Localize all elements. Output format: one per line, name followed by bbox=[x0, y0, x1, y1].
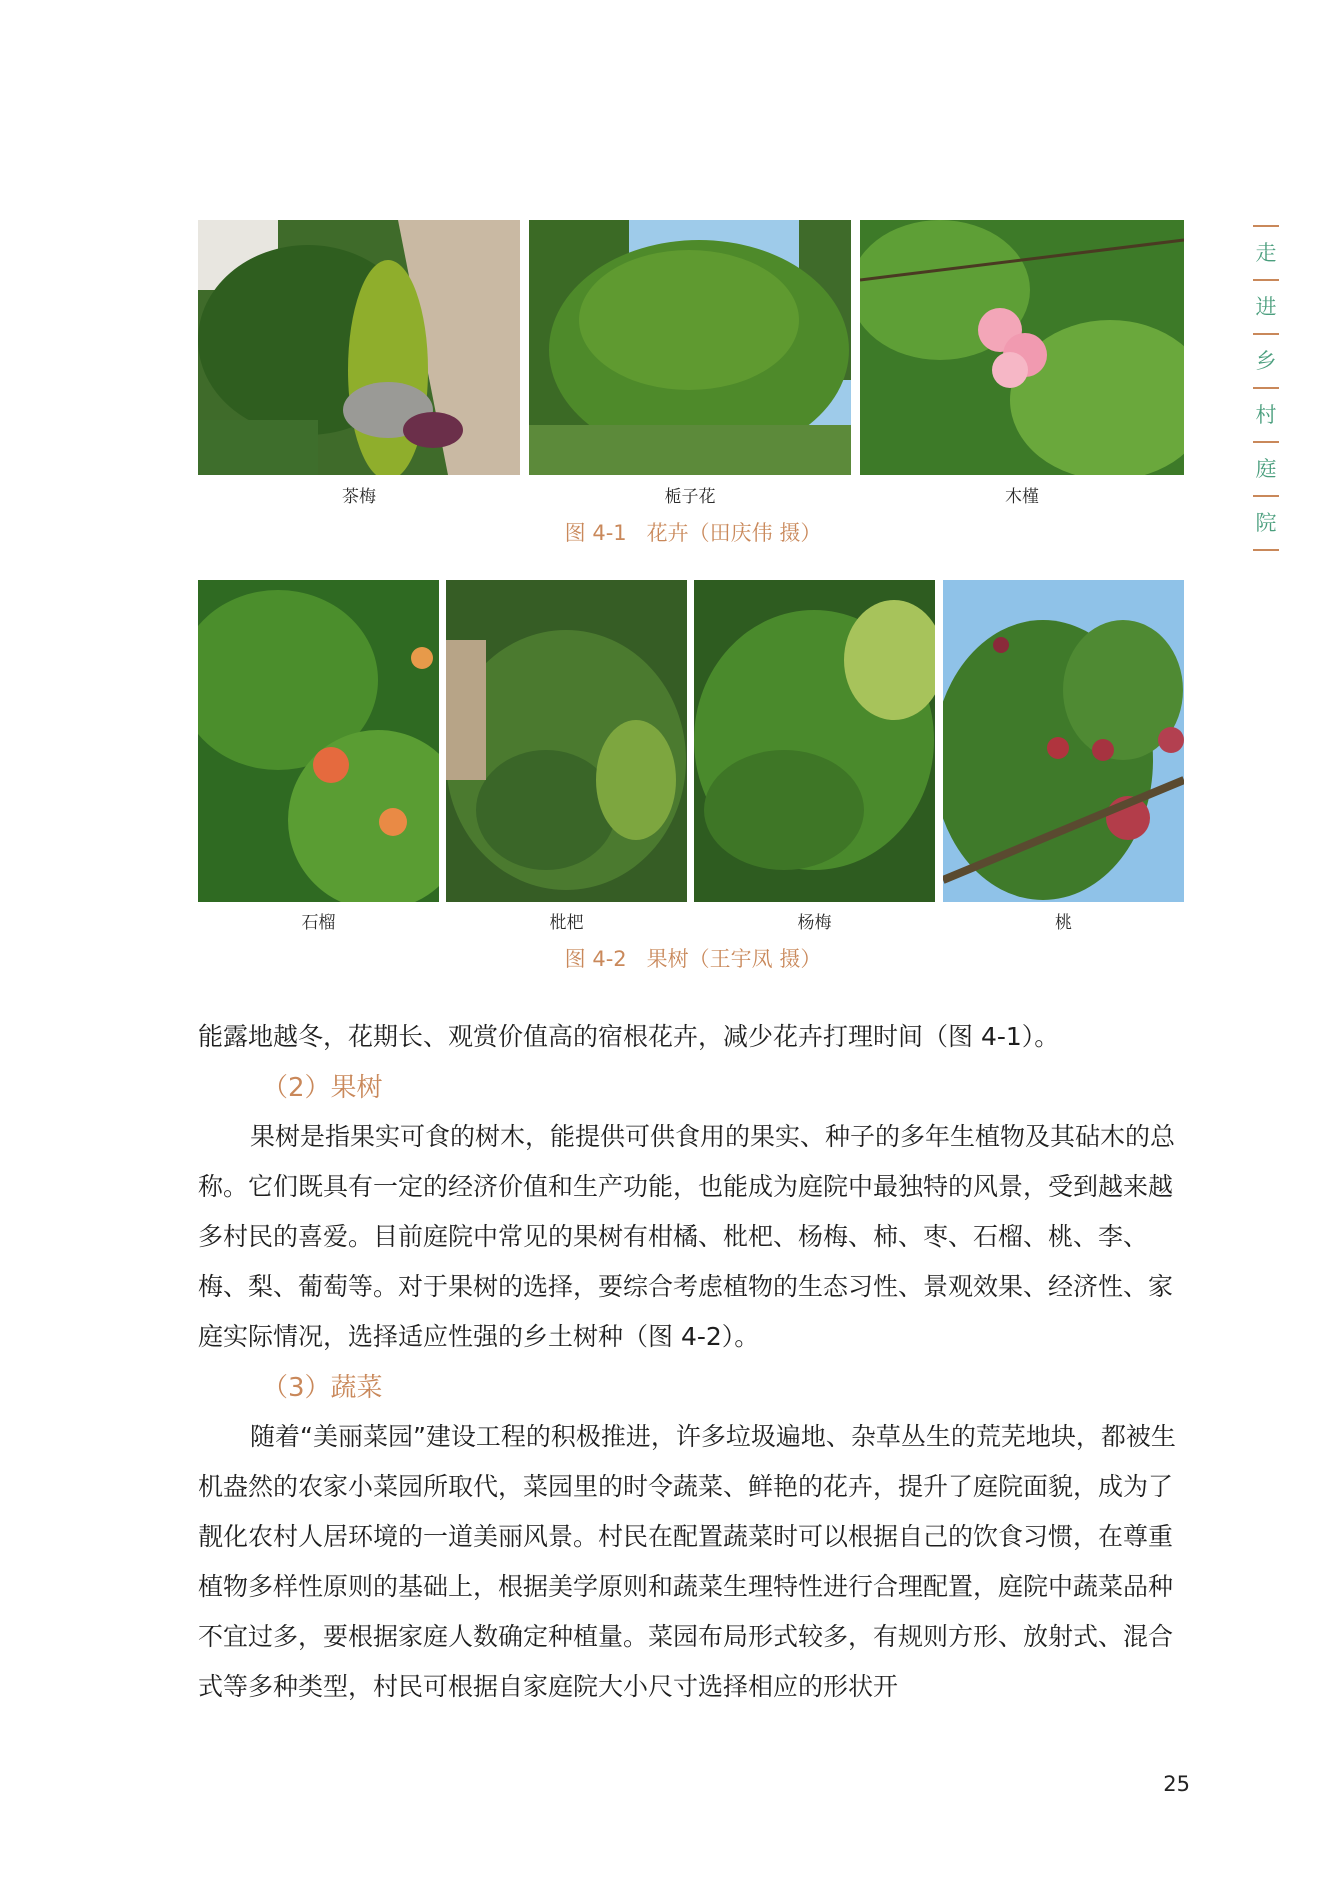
photo-camellia bbox=[198, 220, 520, 475]
divider bbox=[1253, 333, 1279, 335]
photo-gardenia bbox=[529, 220, 851, 475]
paragraph-text: 果树是指果实可食的树木，能提供可供食用的果实、种子的多年生植物及其砧木的总称。它们既具有一定的经济价值和生产功能，也能成为庭院中最独特的风景，受到越来越多村民的喜爱。目前庭院中常见的果树有柑橘、枇杷、杨梅、柿、枣、石榴、桃、李、梅、梨、葡萄等。对于果树的选择，要综合考虑植物的生态习性、景观效果、经济性、家庭实际情况，选择适应性强的乡土树种（图 4-2）。 bbox=[198, 1122, 1176, 1351]
photo-label: 栀子花 bbox=[664, 487, 716, 507]
nav-char: 乡 bbox=[1255, 349, 1277, 373]
section-heading: （2）果树 bbox=[262, 1073, 383, 1103]
photo-hibiscus bbox=[860, 220, 1184, 475]
photo-label: 木槿 bbox=[1005, 487, 1039, 507]
divider bbox=[1253, 549, 1279, 551]
paragraph bbox=[198, 1412, 1188, 1712]
divider bbox=[1253, 495, 1279, 497]
paragraph bbox=[198, 1112, 1188, 1362]
nav-char: 院 bbox=[1255, 511, 1277, 535]
figure-number: 图 4-2 bbox=[564, 947, 627, 971]
nav-char: 进 bbox=[1255, 295, 1277, 319]
divider bbox=[1253, 387, 1279, 389]
photo-label: 杨梅 bbox=[797, 913, 832, 933]
photo-label: 桃 bbox=[1055, 913, 1072, 933]
photo-peach bbox=[943, 580, 1184, 902]
divider bbox=[1253, 279, 1279, 281]
figure-caption bbox=[198, 517, 1188, 547]
nav-char: 庭 bbox=[1255, 457, 1277, 481]
section-heading: （3）蔬菜 bbox=[262, 1373, 383, 1403]
paragraph: 能露地越冬，花期长、观赏价值高的宿根花卉，减少花卉打理时间（图 4-1）。 bbox=[198, 1022, 1060, 1051]
photo-pomegranate bbox=[198, 580, 439, 902]
photo-bayberry bbox=[694, 580, 935, 902]
nav-char: 走 bbox=[1255, 241, 1277, 265]
nav-char: 村 bbox=[1255, 403, 1277, 427]
side-nav bbox=[1248, 215, 1284, 561]
paragraph-text: 随着“美丽菜园”建设工程的积极推进，许多垃圾遍地、杂草丛生的荒芜地块，都被生机盎然的农家小菜园所取代，菜园里的时令蔬菜、鲜艳的花卉，提升了庭院面貌，成为了靓化农村人居环境的一道美丽风景。村民在配置蔬菜时可以根据自己的饮食习惯，在尊重植物多样性原则的基础上，根据美学原则和蔬菜生理特性进行合理配置，庭院中蔬菜品种不宜过多，要根据家庭人数确定种植量。菜园布局形式较多，有规则方形、放射式、混合式等多种类型，村民可根据自家庭院大小尺寸选择相应的形状开 bbox=[198, 1422, 1176, 1701]
figure-title: 花卉（田庆伟 摄） bbox=[646, 521, 822, 545]
figure-number: 图 4-1 bbox=[564, 521, 627, 545]
divider bbox=[1253, 441, 1279, 443]
photo-label: 枇杷 bbox=[549, 913, 584, 933]
photo-loquat bbox=[446, 580, 687, 902]
photo-label: 石榴 bbox=[301, 913, 336, 933]
divider bbox=[1253, 225, 1279, 227]
figure-caption bbox=[198, 943, 1188, 973]
photo-label: 茶梅 bbox=[342, 487, 376, 507]
figure-title: 果树（王宇凤 摄） bbox=[646, 947, 822, 971]
page-number: 25 bbox=[1163, 1772, 1190, 1796]
